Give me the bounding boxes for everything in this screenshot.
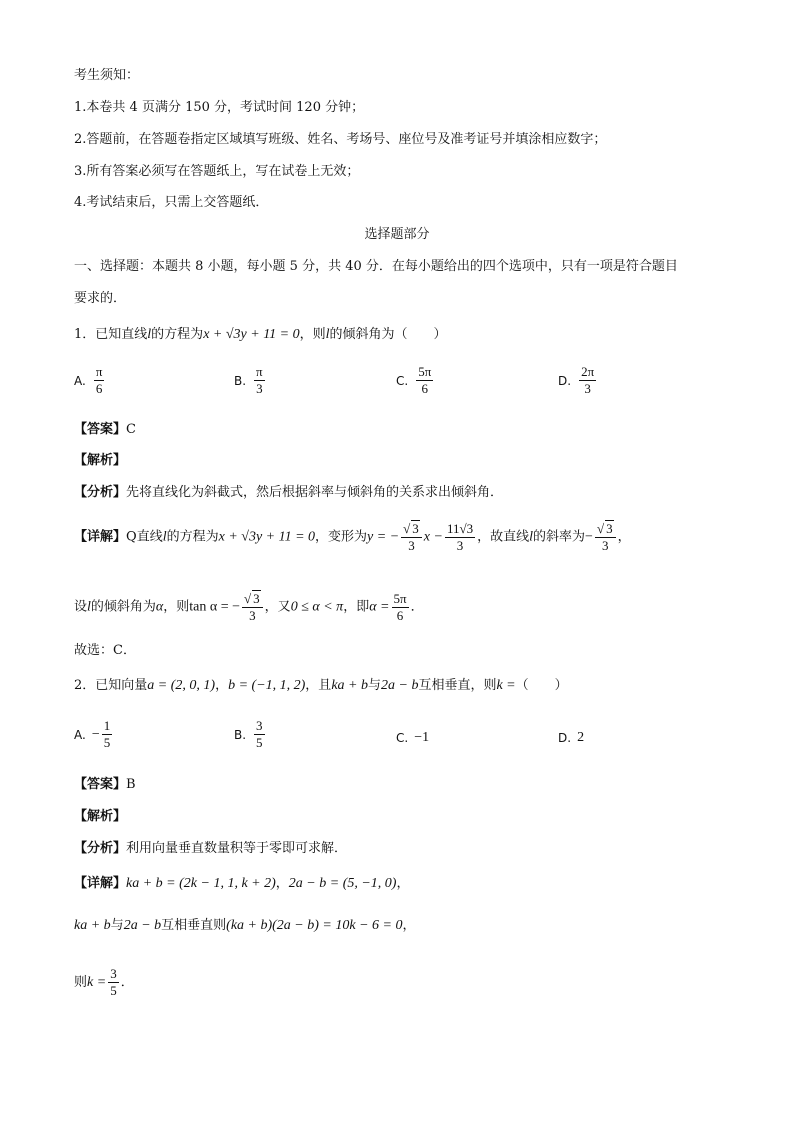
- q2-detail-line2: ka + b与2a − b互相垂直则(ka + b)(2a − b) = 10k − 6 = 0，: [74, 918, 416, 933]
- q1-option-c[interactable]: C. $\frac{5\pi}{6}$: [396, 364, 432, 396]
- q1-detail-line2: 设l的倾斜角为α，则tan α = − $\frac{√ 3}{3}$ ，又0 ≤ α < π，即α = $\frac{5\pi}{6}$ ．: [74, 590, 424, 623]
- q2-detail-line3: 则k = $\frac{3}{5}$ ．: [74, 966, 134, 998]
- q2-answer: 【答案】B: [74, 777, 136, 792]
- q2-option-c[interactable]: C. −1: [396, 730, 430, 745]
- q1-option-b[interactable]: B. $\frac{\pi}{3}$: [234, 364, 263, 396]
- section-intro-2: 要求的．: [74, 291, 127, 306]
- q2-stem: 2．已知向量a = (2, 0, 1)，b = (−1, 1, 2)，且ka + b与2a − b互相垂直，则k =（ ）: [74, 678, 568, 693]
- section-title: 选择题部分: [364, 227, 430, 242]
- q1-answer: 【答案】C: [74, 422, 136, 437]
- q1-analysis-tag: 【解析】: [74, 453, 127, 468]
- q2-option-a[interactable]: A. − $\frac{1}{5}$: [74, 718, 111, 750]
- q1-choose: 故选：C．: [74, 643, 136, 658]
- q2-fenxi: 【分析】利用向量垂直数量积等于零即可求解．: [74, 841, 348, 856]
- q1-option-d[interactable]: D. $\frac{2\pi}{3}$: [558, 364, 595, 396]
- q1-equation: x + √3y + 11 = 0: [203, 327, 300, 342]
- notice-item-3: 3.所有答案必须写在答题纸上，写在试卷上无效；: [74, 164, 360, 179]
- q2-detail-line1: 【详解】ka + b = (2k − 1, 1, k + 2)，2a − b = (5, −1, 0)，: [74, 876, 410, 891]
- notice-item-1: 1.本卷共 4 页满分 150 分，考试时间 120 分钟；: [74, 100, 365, 115]
- q2-option-b[interactable]: B. $\frac{3}{5}$: [234, 718, 263, 750]
- notice-item-2: 2.答题前，在答题卷指定区域填写班级、姓名、考场号、座位号及准考证号并填涂相应数字；: [74, 132, 607, 147]
- notice-item-4: 4.考试结束后，只需上交答题纸．: [74, 195, 269, 210]
- q1-fenxi: 【分析】先将直线化为斜截式，然后根据斜率与倾斜角的关系求出倾斜角．: [74, 485, 504, 500]
- q1-stem: 1．已知直线l的方程为x + √3y + 11 = 0，则l的倾斜角为（ ）: [74, 327, 447, 342]
- q2-option-d[interactable]: D. 2: [558, 730, 585, 745]
- q1-option-a[interactable]: A. $\frac{\pi}{6}$: [74, 364, 103, 396]
- section-intro-1: 一、选择题：本题共 8 小题，每小题 5 分，共 40 分．在每小题给出的四个选项中，只有一项是符合题目: [74, 259, 678, 274]
- notice-title: 考生须知：: [74, 68, 140, 83]
- q2-analysis-tag: 【解析】: [74, 809, 127, 824]
- q1-detail: 【详解】Q直线l的方程为x + √3y + 11 = 0，变形为y = − $\frac{√ 3}{3}$ x − $\frac{11√3}{3}$ ，故直线l的斜率为− $\frac{√ 3}{3}$ ，: [74, 520, 631, 553]
